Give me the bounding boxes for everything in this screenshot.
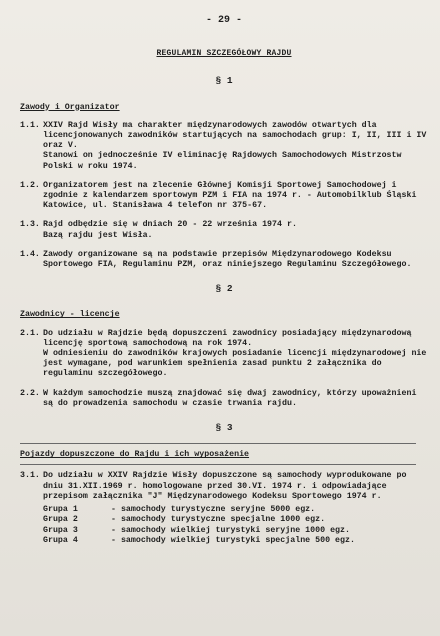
section-divider (20, 443, 416, 444)
section-mark-2: § 2 (215, 283, 233, 295)
group-description: - samochody wielkiej turystyki seryjne 1000 egz. (111, 525, 350, 535)
clause (20, 181, 428, 212)
clause-number: 2.2. (20, 388, 40, 398)
section-heading-1: Zawody i Organizator (20, 102, 120, 112)
page-number: - 29 - (205, 15, 242, 26)
clause-text: Rajd odbędzie się w dniach 20 - 22 września 1974 r. Bazą rajdu jest Wisła. (43, 220, 297, 240)
section-heading-3: Pojazdy dopuszczone do Rajdu i ich wyposażenie (20, 450, 250, 460)
list-item (43, 536, 428, 546)
section-heading-2: Zawodnicy - licencje (20, 310, 120, 320)
list-item (43, 526, 428, 536)
clause (20, 121, 428, 172)
clause-number: 1.4. (20, 249, 40, 259)
clause-number: 1.2. (20, 180, 40, 190)
clause-text: W każdym samochodzie muszą znajdować się dwaj zawodnicy, którzy upoważnieni są do prowadzenia samochodu w czasie trwania rajdu. (43, 388, 417, 408)
clause-text: Zawody organizowane są na podstawie przepisów Międzynarodowego Kodeksu Sportowego FIA, Regulaminu PZM, oraz niniejszego Regulaminu Szczegółowego. (43, 249, 412, 270)
group-name: Grupa 3 (43, 525, 78, 535)
clause (20, 389, 428, 409)
clause-number: 1.1. (20, 120, 40, 130)
group-description: - samochody wielkiej turystyki specjalne 500 egz. (111, 535, 355, 545)
document-title: REGULAMIN SZCZEGÓŁOWY RAJDU (156, 49, 292, 59)
clause (20, 250, 428, 270)
section-mark-3: § 3 (215, 422, 233, 434)
clause-text: Organizatorem jest na zlecenie Głównej Komisji Sportowej Samochodowej i zgodnie z kalendarzem sportowym PZM i FIA na 1974 r. - Automobilklub Śląski Katowice, ul. Stanisława 4 telefon nr 375-67. (43, 180, 417, 211)
group-name: Grupa 1 (43, 505, 78, 515)
group-name: Grupa 4 (43, 535, 78, 545)
section-mark-1: § 1 (215, 75, 233, 87)
clause-number: 1.3. (20, 220, 40, 230)
vehicle-groups-list (43, 505, 428, 546)
clause-number: 2.1. (20, 328, 40, 338)
clause (20, 471, 428, 502)
clause-text: Do udziału w XXIV Rajdzie Wisły dopuszczone są samochody wyprodukowane po dniu 31.XII.1969 r. homologowane przed 30.VI. 1974 r. i odpowiadające przepisom załącznika "J" Międzynarodowego Kodeksu Sportowego 1974 r. (43, 471, 407, 501)
group-description: - samochody turystyczne specjalne 1000 egz. (111, 515, 326, 525)
group-name: Grupa 2 (43, 515, 78, 525)
clause (20, 329, 428, 380)
clause (20, 220, 428, 240)
list-item (43, 515, 428, 525)
clause-number: 3.1. (20, 471, 40, 481)
clause-text: Do udziału w Rajdzie będą dopuszczeni zawodnicy posiadający międzynarodową licencję sportową samochodową na rok 1974. W odniesieniu do zawodników krajowych posiadanie licencji międzynarodowej nie jest wymagane, pod warunkiem spełnienia zasad punktu 2 załącznika do regulaminu szczegółowego. (43, 328, 427, 379)
section-divider (20, 464, 416, 465)
clause-text: XXIV Rajd Wisły ma charakter międzynarodowych zawodów otwartych dla licencjonowanych zawodników startujących na samochodach grup: I, II, III i IV oraz V. Stanowi on jednocześnie IV eliminację Rajdowych Samochodowych Mistrzostw Polski w roku 1974. (43, 120, 427, 171)
list-item (43, 505, 428, 515)
group-description: - samochody turystyczne seryjne 5000 egz. (111, 505, 316, 515)
